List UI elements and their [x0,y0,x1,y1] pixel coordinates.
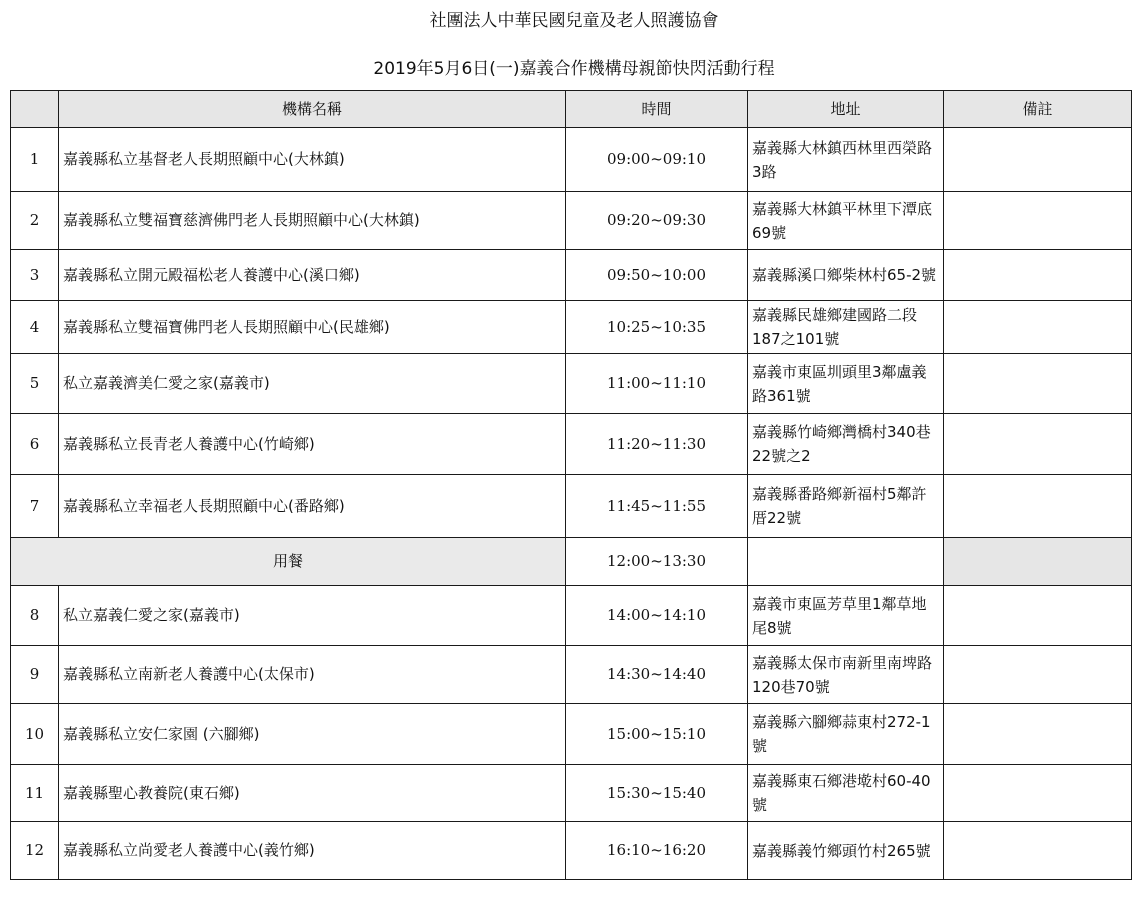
meal-time: 12:00~13:30 [566,538,748,586]
org-title: 社團法人中華民國兒童及老人照護協會 [429,11,719,31]
table-row [11,192,1132,250]
address: 嘉義縣民雄鄉建國路二段187之101號 [748,301,944,354]
visit-time: 15:30~15:40 [566,765,748,822]
header-name: 機構名稱 [59,91,566,128]
visit-time: 09:20~09:30 [566,192,748,250]
meal-note [944,538,1132,586]
note-cell [944,192,1132,250]
institution-name: 私立嘉義仁愛之家(嘉義市) [59,586,566,646]
header-number [11,91,59,128]
institution-name: 嘉義縣私立雙福寶慈濟佛門老人長期照顧中心(大林鎮) [59,192,566,250]
row-number: 3 [11,250,59,301]
header-address: 地址 [748,91,944,128]
visit-time: 14:00~14:10 [566,586,748,646]
institution-name: 嘉義縣私立基督老人長期照顧中心(大林鎮) [59,128,566,192]
note-cell [944,646,1132,704]
visit-time: 11:20~11:30 [566,414,748,475]
table-row [11,586,1132,646]
address: 嘉義縣番路鄉新福村5鄰許厝22號 [748,475,944,538]
institution-name: 嘉義縣私立南新老人養護中心(太保市) [59,646,566,704]
visit-time: 16:10~16:20 [566,822,748,880]
visit-time: 09:50~10:00 [566,250,748,301]
address: 嘉義縣大林鎮西林里西榮路3路 [748,128,944,192]
table-row [11,301,1132,354]
row-number: 5 [11,354,59,414]
address: 嘉義縣太保市南新里南埤路120巷70號 [748,646,944,704]
table-row [11,822,1132,880]
row-number: 4 [11,301,59,354]
address: 嘉義縣溪口鄉柴林村65-2號 [748,250,944,301]
table-row [11,765,1132,822]
visit-time: 15:00~15:10 [566,704,748,765]
row-number: 7 [11,475,59,538]
note-cell [944,354,1132,414]
row-number: 8 [11,586,59,646]
address: 嘉義縣六腳鄉蒜東村272-1號 [748,704,944,765]
meal-address [748,538,944,586]
address: 嘉義市東區芳草里1鄰草地尾8號 [748,586,944,646]
visit-time: 11:00~11:10 [566,354,748,414]
meal-label: 用餐 [11,538,566,586]
address: 嘉義縣竹崎鄉灣橋村340巷22號之2 [748,414,944,475]
institution-name: 嘉義縣私立尚愛老人養護中心(義竹鄉) [59,822,566,880]
note-cell [944,128,1132,192]
header-note: 備註 [944,91,1132,128]
note-cell [944,301,1132,354]
address: 嘉義縣東石鄉港墘村60-40號 [748,765,944,822]
visit-time: 10:25~10:35 [566,301,748,354]
note-cell [944,475,1132,538]
table-row [11,128,1132,192]
address: 嘉義縣義竹鄉頭竹村265號 [748,822,944,880]
table-row [11,646,1132,704]
table-row [11,414,1132,475]
schedule-table [10,90,1132,880]
header-time: 時間 [566,91,748,128]
row-number: 6 [11,414,59,475]
institution-name: 嘉義縣私立雙福寶佛門老人長期照顧中心(民雄鄉) [59,301,566,354]
note-cell [944,704,1132,765]
note-cell [944,414,1132,475]
visit-time: 09:00~09:10 [566,128,748,192]
row-number: 11 [11,765,59,822]
note-cell [944,822,1132,880]
row-number: 12 [11,822,59,880]
table-row [11,475,1132,538]
visit-time: 11:45~11:55 [566,475,748,538]
meal-row [11,538,1132,586]
address: 嘉義市東區圳頭里3鄰盧義路361號 [748,354,944,414]
institution-name: 嘉義縣聖心教養院(東石鄉) [59,765,566,822]
note-cell [944,765,1132,822]
note-cell [944,250,1132,301]
address: 嘉義縣大林鎮平林里下潭底69號 [748,192,944,250]
visit-time: 14:30~14:40 [566,646,748,704]
schedule-title: 2019年5月6日(一)嘉義合作機構母親節快閃活動行程 [373,59,775,79]
institution-name: 嘉義縣私立幸福老人長期照顧中心(番路鄉) [59,475,566,538]
institution-name: 嘉義縣私立開元殿福松老人養護中心(溪口鄉) [59,250,566,301]
table-row [11,704,1132,765]
row-number: 2 [11,192,59,250]
row-number: 10 [11,704,59,765]
table-row [11,250,1132,301]
row-number: 9 [11,646,59,704]
institution-name: 嘉義縣私立安仁家園 (六腳鄉) [59,704,566,765]
note-cell [944,586,1132,646]
table-row [11,354,1132,414]
row-number: 1 [11,128,59,192]
header-row [11,91,1132,128]
institution-name: 私立嘉義濟美仁愛之家(嘉義市) [59,354,566,414]
institution-name: 嘉義縣私立長青老人養護中心(竹崎鄉) [59,414,566,475]
